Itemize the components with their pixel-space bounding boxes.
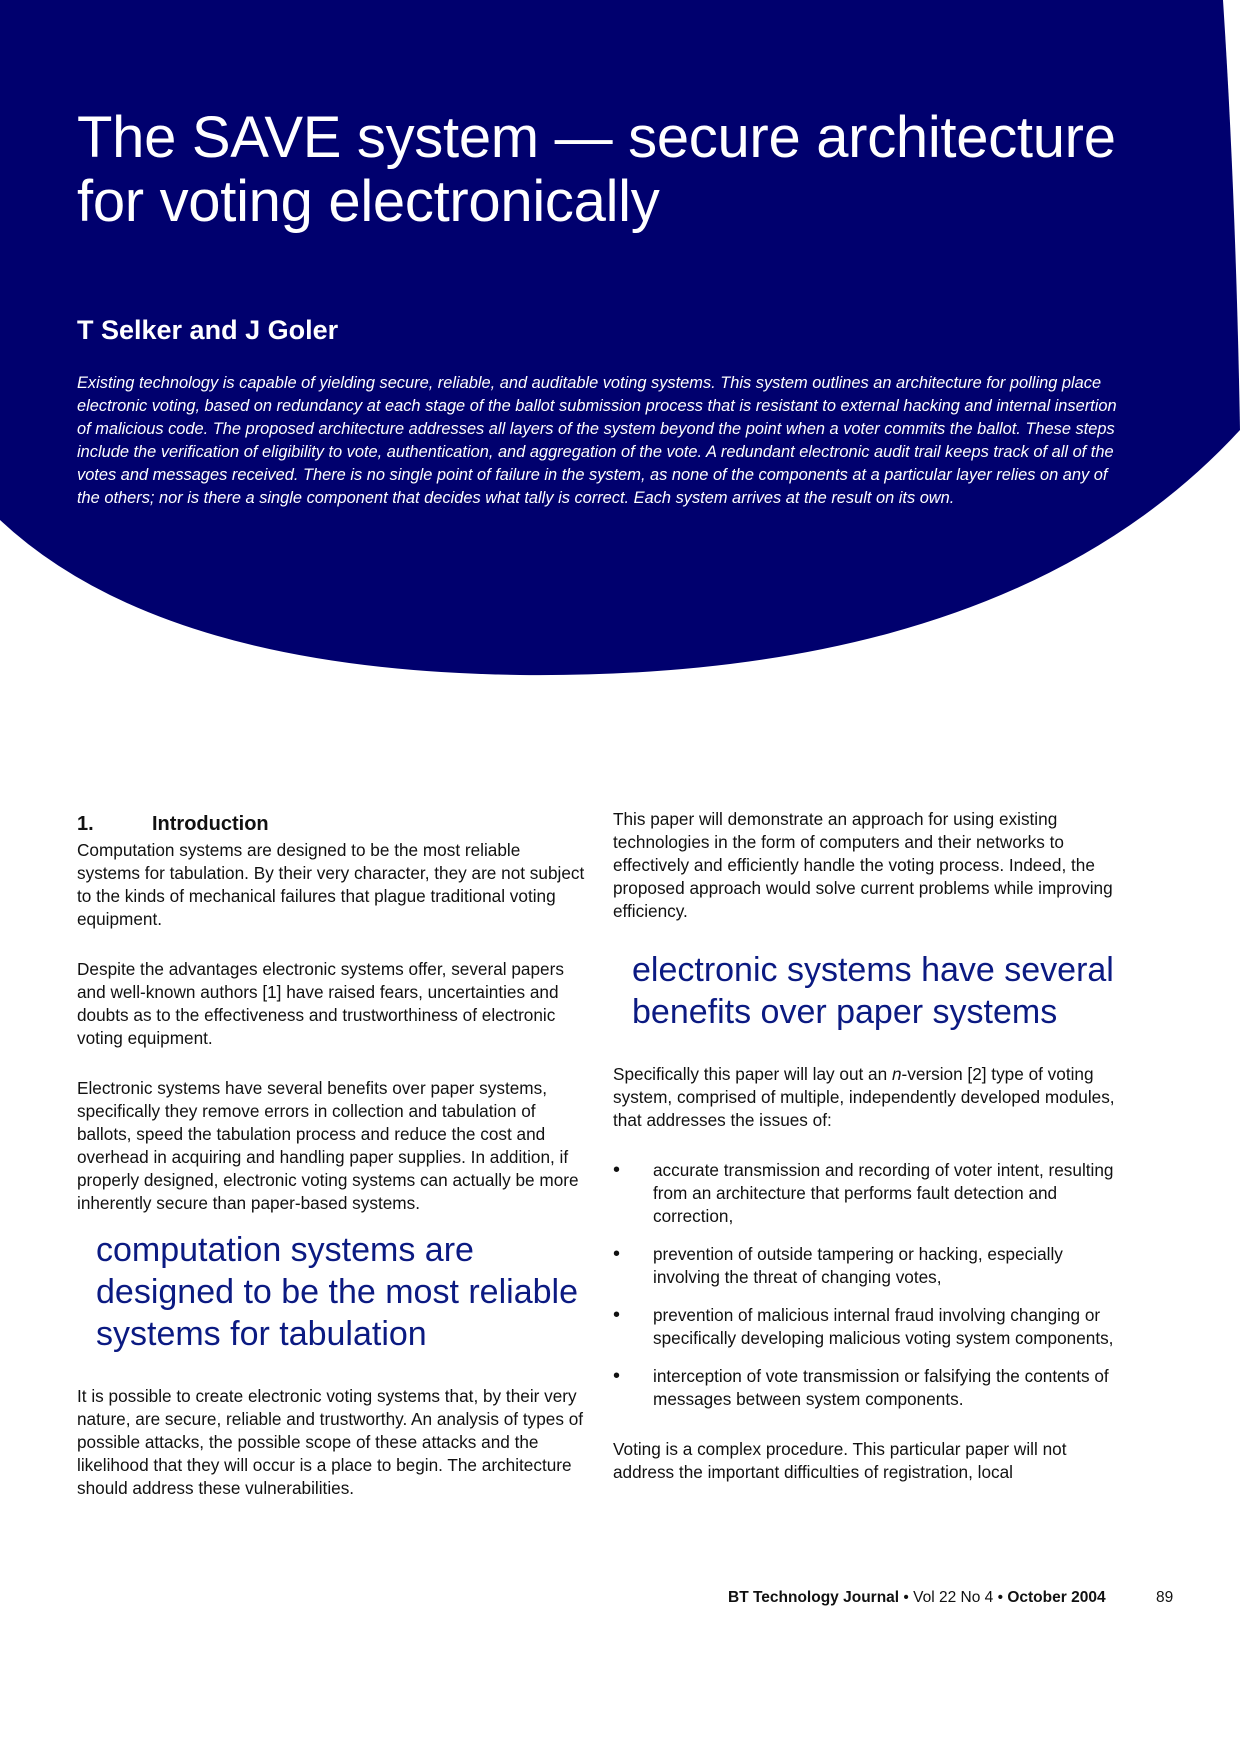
paper-abstract: Existing technology is capable of yielding secure, reliable, and auditable voting systems. This system outlines an architecture for polling place electronic voting, based on redundancy at each stage of the ballot submission process that is resistant to external hacking and internal insertion of malicious code. The proposed architecture addresses all layers of the system beyond the point when a voter commits the ballot. These steps include the verification of eligibility to vote, authentication, and aggregation of the vote. A redundant electronic audit trail keeps track of all of the votes and messages received. There is no single point of failure in the system, as none of the components at a particular layer relies on any of the others; nor is there a single component that decides what tally is correct. Each system arrives at the result on its own. <box>77 374 1117 507</box>
journal-volume: Vol 22 No 4 <box>913 1589 994 1606</box>
bullet-list <box>613 1159 1123 1411</box>
paragraph <box>613 1063 1123 1132</box>
bullet-icon: • <box>613 1304 621 1326</box>
right-column <box>613 808 1123 1511</box>
footer-separator: • <box>993 1589 1008 1606</box>
section-number: 1. <box>77 813 94 835</box>
paragraph: Despite the advantages electronic systems offer, several papers and well-known authors [1] have raised fears, uncertainties and doubts as to the effectiveness and trustworthiness of electronic voting equipment. <box>77 959 564 1048</box>
paper-authors: T Selker and J Goler <box>77 315 339 345</box>
list-item-text: interception of vote transmission or falsifying the contents of messages between system components. <box>653 1366 1109 1409</box>
bullet-icon: • <box>613 1243 621 1265</box>
paragraph-text: Specifically this paper will lay out an <box>613 1064 892 1084</box>
italic-variable: n <box>891 1064 902 1084</box>
list-item-text: prevention of malicious internal fraud involving changing or specifically developing malicious voting system components, <box>653 1305 1114 1348</box>
list-item <box>613 1243 1123 1289</box>
pull-quote: electronic systems have several benefits over paper systems <box>632 951 1114 1031</box>
list-item-text: accurate transmission and recording of voter intent, resulting from an architecture that performs fault detection and correction, <box>653 1160 1114 1226</box>
pull-quote: computation systems are designed to be the most reliable systems for tabulation <box>96 1231 578 1353</box>
bullet-icon: • <box>613 1159 621 1181</box>
paragraph: Voting is a complex procedure. This particular paper will not address the important difficulties of registration, local <box>613 1439 1067 1482</box>
section-title: Introduction <box>152 813 269 835</box>
bullet-icon: • <box>613 1365 621 1387</box>
journal-date: October 2004 <box>1007 1589 1106 1606</box>
footer-separator: • <box>899 1589 914 1606</box>
page-number: 89 <box>1156 1589 1174 1606</box>
list-item <box>613 1304 1123 1350</box>
footer-citation <box>728 1587 1106 1609</box>
left-column <box>77 808 587 1527</box>
paragraph: Electronic systems have several benefits over paper systems, specifically they remove errors in collection and tabulation of ballots, speed the tabulation process and reduce the cost and overhead in acquiring and handling paper supplies. In addition, if properly designed, electronic voting systems can actually be more inherently secure than paper-based systems. <box>77 1078 579 1213</box>
paragraph: Computation systems are designed to be the most reliable systems for tabulation. By their very character, they are not subject to the kinds of mechanical failures that plague traditional voting equipment. <box>77 840 585 929</box>
section-heading <box>77 812 587 836</box>
list-item <box>613 1365 1123 1411</box>
list-item <box>613 1159 1123 1228</box>
paragraph-text: -version [2] type of voting system, comprised of multiple, independently developed modules, that addresses the issues of: <box>613 1064 1115 1130</box>
journal-name: BT Technology Journal <box>728 1589 900 1606</box>
paragraph: This paper will demonstrate an approach for using existing technologies in the form of computers and their networks to effectively and efficiently handle the voting process. Indeed, the proposed approach would solve current problems while improving efficiency. <box>613 809 1113 921</box>
paragraph: It is possible to create electronic voting systems that, by their very nature, are secure, reliable and trustworthy. An analysis of types of possible attacks, the possible scope of these attacks and the likelihood that they will occur is a place to begin. The architecture should address these vulnerabilities. <box>77 1386 584 1498</box>
paper-title: The SAVE system — secure architecture for voting electronically <box>77 105 1116 234</box>
list-item-text: prevention of outside tampering or hacking, especially involving the threat of changing votes, <box>653 1244 1063 1287</box>
